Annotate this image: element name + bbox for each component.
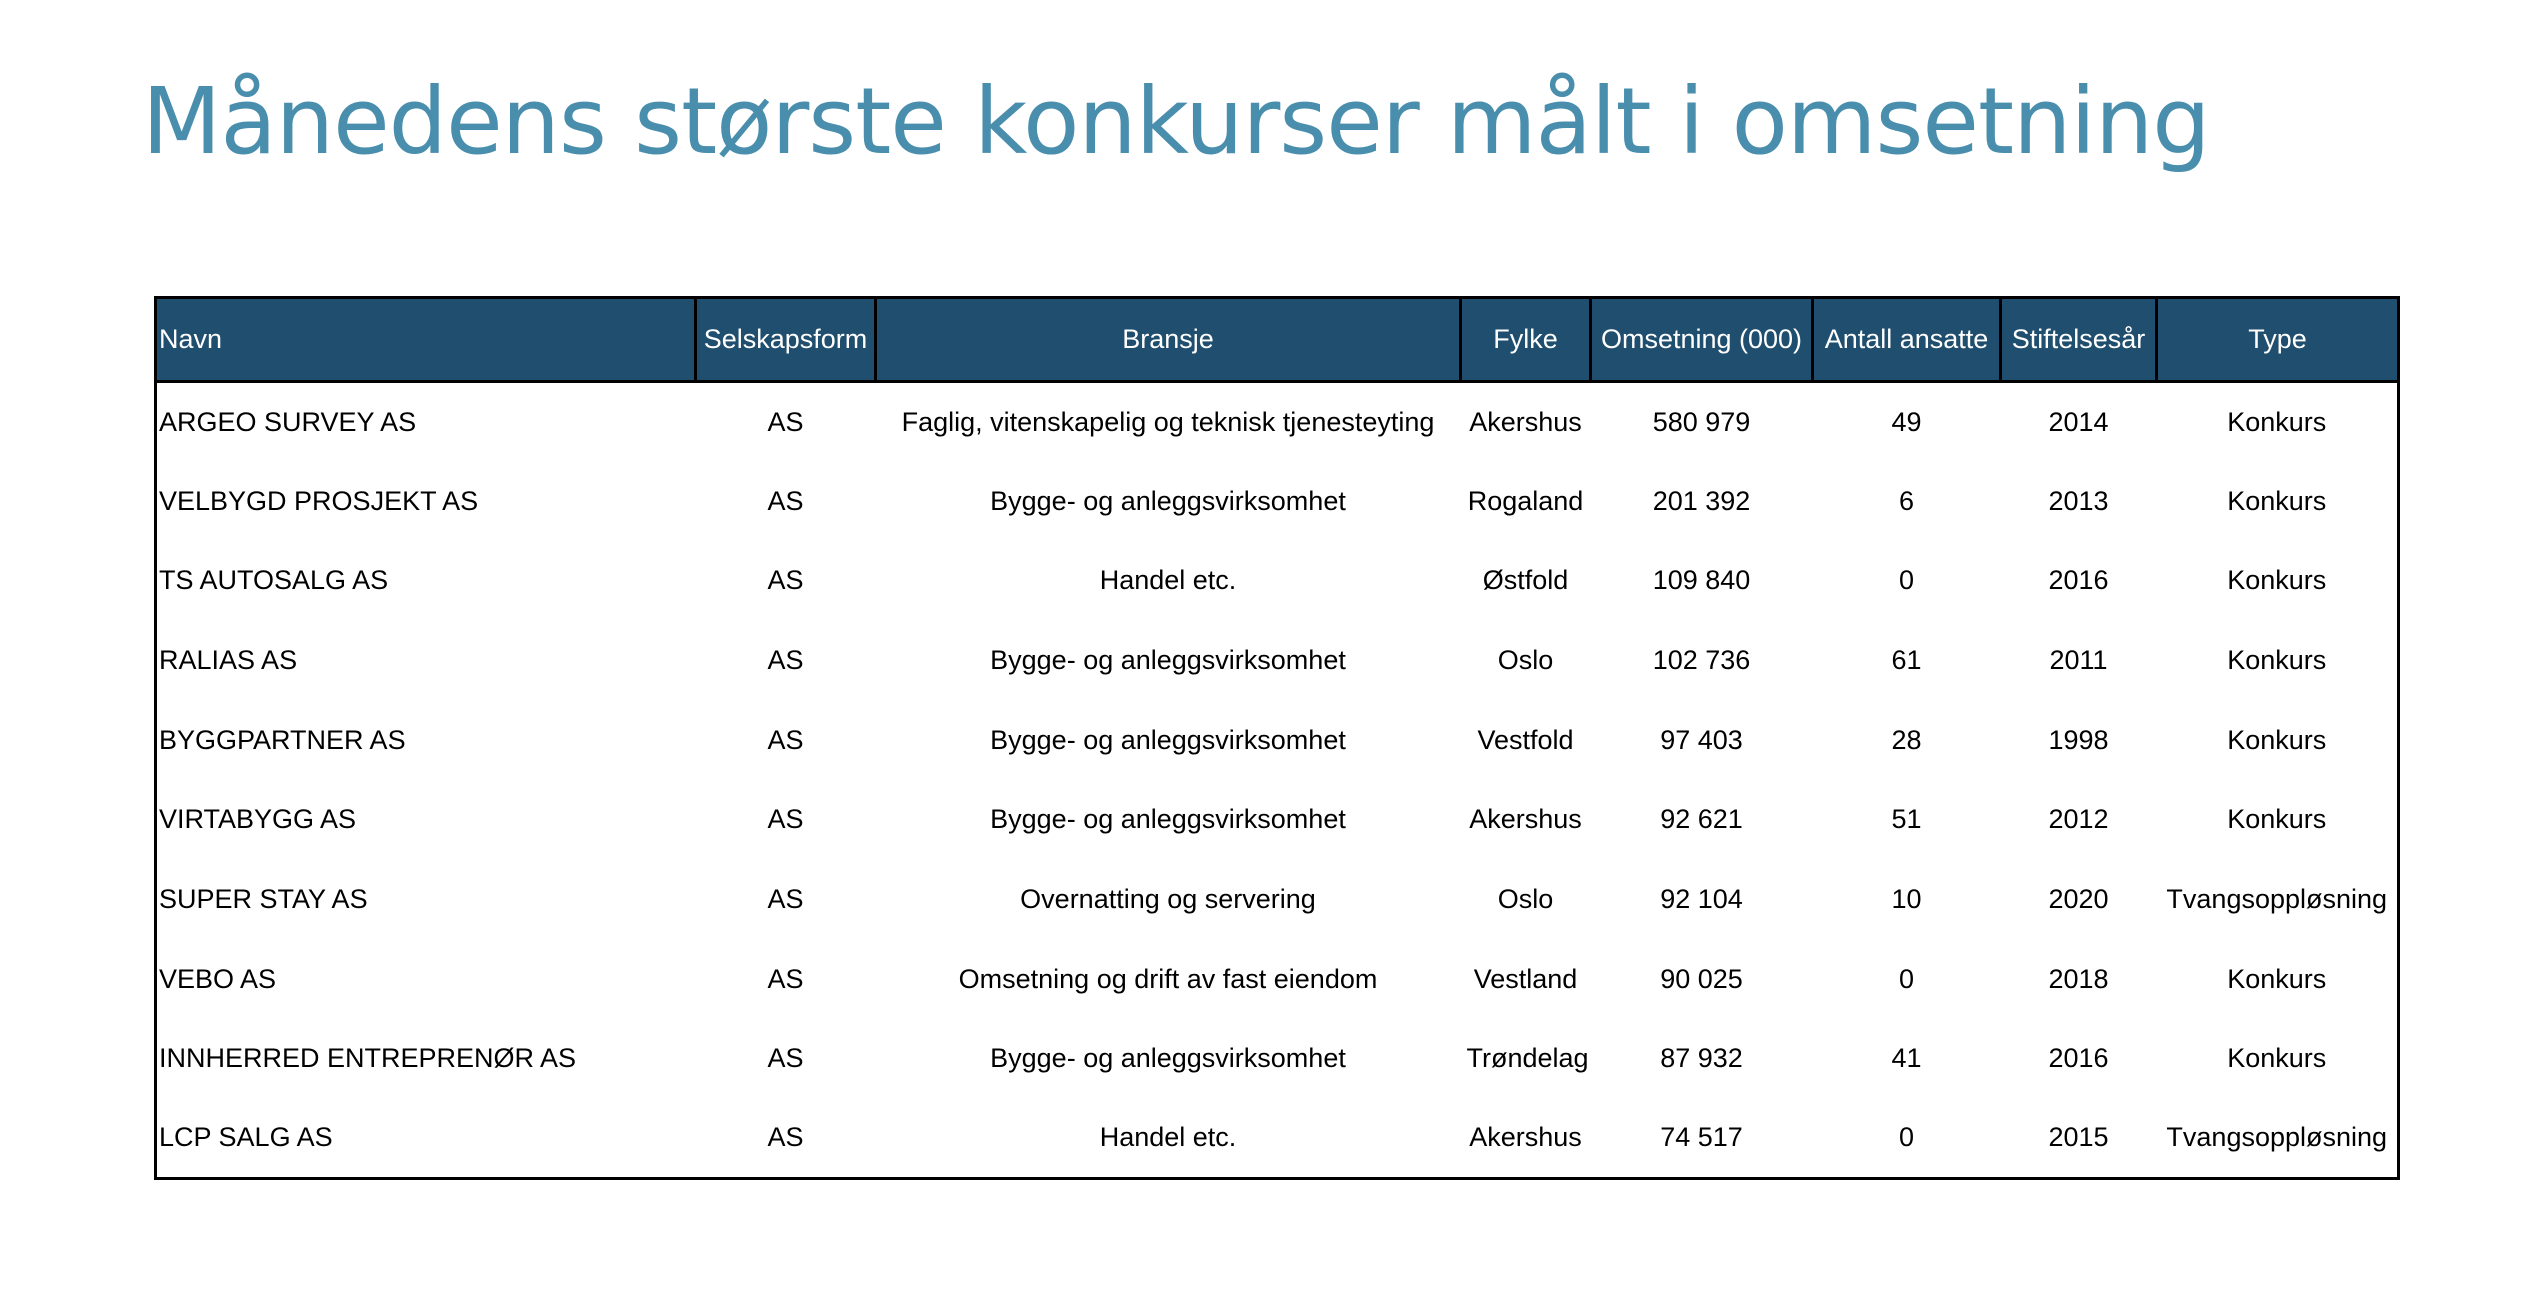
table-header — [156, 298, 2399, 382]
column-header-antall-ansatte: Antall ansatte — [1813, 298, 2001, 382]
column-header-selskapsform: Selskapsform — [696, 298, 876, 382]
cell-type: Konkurs — [2227, 406, 2327, 437]
cell-selskapsform: AS — [767, 1122, 804, 1153]
cell-navn: VELBYGD PROSJEKT AS — [159, 485, 479, 516]
cell-selskapsform: AS — [767, 644, 804, 675]
cell-navn: RALIAS AS — [159, 644, 298, 675]
column-header-type: Type — [2157, 298, 2399, 382]
column-header-fylke: Fylke — [1461, 298, 1591, 382]
cell-antall-ansatte: 49 — [1891, 406, 1922, 437]
cell-bransje: Bygge- og anleggsvirksomhet — [990, 485, 1346, 516]
cell-navn: INNHERRED ENTREPRENØR AS — [159, 1043, 577, 1074]
cell-type: Konkurs — [2227, 644, 2327, 675]
cell-omsetning: 97 403 — [1660, 724, 1743, 755]
cell-bransje: Handel etc. — [1099, 565, 1237, 596]
cell-fylke: Vestfold — [1477, 724, 1574, 755]
cell-antall-ansatte: 6 — [1898, 485, 1915, 516]
header-row — [156, 298, 2399, 382]
cell-stiftelsesar: 2012 — [2048, 804, 2109, 835]
cell-navn: VIRTABYGG AS — [159, 804, 357, 835]
column-header-navn: Navn — [156, 298, 696, 382]
cell-fylke: Trøndelag — [1466, 1043, 1589, 1074]
table-row — [156, 1019, 2399, 1099]
bankruptcy-table — [154, 296, 2400, 1180]
cell-fylke: Rogaland — [1467, 485, 1584, 516]
page-title: Månedens største konkurser målt i omsetning — [142, 68, 2210, 175]
column-header-omsetning: Omsetning (000) — [1591, 298, 1813, 382]
cell-fylke: Oslo — [1497, 644, 1554, 675]
cell-type: Konkurs — [2227, 724, 2327, 755]
cell-bransje: Overnatting og servering — [1020, 883, 1316, 914]
cell-antall-ansatte: 0 — [1898, 1122, 1915, 1153]
table-body — [156, 382, 2399, 1179]
column-header-bransje: Bransje — [876, 298, 1461, 382]
cell-selskapsform: AS — [767, 804, 804, 835]
cell-navn: LCP SALG AS — [159, 1122, 333, 1153]
cell-selskapsform: AS — [767, 406, 804, 437]
cell-type: Konkurs — [2227, 1043, 2327, 1074]
table-row — [156, 939, 2399, 1019]
cell-fylke: Akershus — [1469, 406, 1582, 437]
cell-selskapsform: AS — [767, 485, 804, 516]
table-row — [156, 860, 2399, 940]
cell-stiftelsesar: 2014 — [2048, 406, 2109, 437]
cell-omsetning: 92 621 — [1660, 804, 1743, 835]
cell-bransje: Bygge- og anleggsvirksomhet — [990, 804, 1346, 835]
cell-navn: ARGEO SURVEY AS — [159, 406, 417, 437]
cell-fylke: Akershus — [1469, 804, 1582, 835]
cell-type: Tvangsoppløsning — [2166, 883, 2388, 914]
cell-type: Konkurs — [2227, 963, 2327, 994]
cell-selskapsform: AS — [767, 724, 804, 755]
table-row — [156, 1099, 2399, 1179]
cell-stiftelsesar: 2016 — [2048, 565, 2109, 596]
cell-navn: VEBO AS — [159, 963, 277, 994]
cell-navn: BYGGPARTNER AS — [159, 724, 406, 755]
column-header-stiftelsesar: Stiftelsesår — [2001, 298, 2157, 382]
table-row — [156, 700, 2399, 780]
cell-stiftelsesar: 2016 — [2048, 1043, 2109, 1074]
cell-bransje: Faglig, vitenskapelig og teknisk tjenesteyting — [901, 406, 1435, 437]
cell-omsetning: 109 840 — [1652, 565, 1751, 596]
table-row — [156, 621, 2399, 701]
cell-navn: SUPER STAY AS — [159, 883, 368, 914]
cell-stiftelsesar: 1998 — [2048, 724, 2109, 755]
bankruptcy-table-container — [154, 296, 2397, 1180]
cell-omsetning: 92 104 — [1660, 883, 1743, 914]
cell-omsetning: 201 392 — [1652, 485, 1751, 516]
cell-bransje: Bygge- og anleggsvirksomhet — [990, 644, 1346, 675]
table-row — [156, 461, 2399, 541]
cell-selskapsform: AS — [767, 1043, 804, 1074]
cell-stiftelsesar: 2020 — [2048, 883, 2109, 914]
cell-antall-ansatte: 10 — [1891, 883, 1922, 914]
cell-omsetning: 87 932 — [1660, 1043, 1743, 1074]
cell-antall-ansatte: 0 — [1898, 565, 1915, 596]
cell-type: Konkurs — [2227, 565, 2327, 596]
table-row — [156, 780, 2399, 860]
cell-bransje: Bygge- og anleggsvirksomhet — [990, 724, 1346, 755]
cell-navn: TS AUTOSALG AS — [159, 565, 389, 596]
cell-stiftelsesar: 2018 — [2048, 963, 2109, 994]
cell-type: Konkurs — [2227, 804, 2327, 835]
cell-antall-ansatte: 61 — [1891, 644, 1922, 675]
cell-omsetning: 580 979 — [1652, 406, 1751, 437]
cell-selskapsform: AS — [767, 963, 804, 994]
cell-fylke: Akershus — [1469, 1122, 1582, 1153]
cell-antall-ansatte: 0 — [1898, 963, 1915, 994]
cell-omsetning: 90 025 — [1660, 963, 1743, 994]
cell-stiftelsesar: 2013 — [2048, 485, 2109, 516]
cell-bransje: Bygge- og anleggsvirksomhet — [990, 1043, 1346, 1074]
cell-fylke: Oslo — [1497, 883, 1554, 914]
cell-type: Konkurs — [2227, 485, 2327, 516]
cell-stiftelsesar: 2015 — [2048, 1122, 2109, 1153]
cell-antall-ansatte: 28 — [1891, 724, 1922, 755]
cell-antall-ansatte: 41 — [1891, 1043, 1922, 1074]
cell-stiftelsesar: 2011 — [2049, 644, 2108, 675]
cell-omsetning: 102 736 — [1652, 644, 1751, 675]
cell-antall-ansatte: 51 — [1891, 804, 1922, 835]
table-row — [156, 382, 2399, 462]
cell-fylke: Vestland — [1473, 963, 1578, 994]
table-row — [156, 541, 2399, 621]
cell-omsetning: 74 517 — [1660, 1122, 1743, 1153]
cell-fylke: Østfold — [1482, 565, 1569, 596]
cell-selskapsform: AS — [767, 565, 804, 596]
cell-type: Tvangsoppløsning — [2166, 1122, 2388, 1153]
cell-selskapsform: AS — [767, 883, 804, 914]
cell-bransje: Handel etc. — [1099, 1122, 1237, 1153]
cell-bransje: Omsetning og drift av fast eiendom — [958, 963, 1378, 994]
